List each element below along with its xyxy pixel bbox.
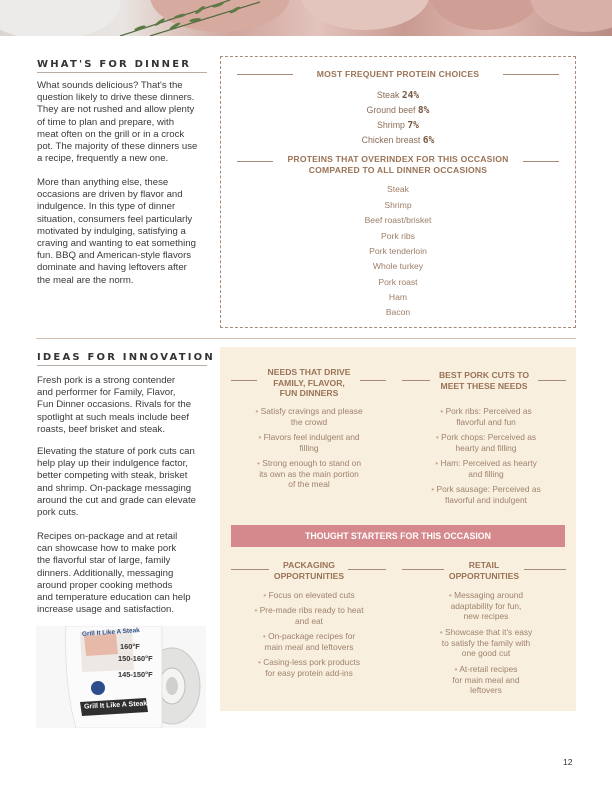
thought-starters-banner: THOUGHT STARTERS FOR THIS OCCASION [231,525,565,547]
roll-label-text: Grill It Like A Steak [81,626,140,639]
ideas-panel [220,347,576,711]
overindex-item: Shrimp [384,200,412,210]
protein-choices-box [220,56,576,328]
roll-bottom-text: Grill It Like A Steak [83,700,148,711]
roll-temp-2: 150-160°F [118,654,153,663]
whats-for-dinner-title: WHAT'S FOR DINNER [37,59,192,70]
packaging-list-item: • Pre-made ribs ready to heat and eat [254,605,364,626]
best-cuts-heading: BEST PORK CUTS TO MEET THESE NEEDS [438,370,530,391]
packaging-heading: PACKAGING OPPORTUNITIES [273,560,345,581]
frequent-protein-row: Ground beef 8% [366,105,430,116]
retail-list-item: • At-retail recipes for main meal and leftovers [452,664,520,696]
packaging-list-item: • On-package recipes for main meal and leftovers [262,631,356,652]
overindex-item: Bacon [385,307,411,317]
best-cuts-list-item: • Pork chops: Perceived as hearty and filling [435,432,537,453]
best-cuts-list-item: • Pork ribs: Perceived as flavorful and fun [440,406,532,427]
hero-banner-image [0,0,612,36]
overindex-item: Ham [388,292,408,302]
needs-list-item: • Strong enough to stand on its own as the main portion of the meal [257,458,361,490]
needs-heading: NEEDS THAT DRIVE FAMILY, FLAVOR, FUN DINNERS [267,367,351,399]
needs-list-item: • Satisfy cravings and please the crowd [255,406,363,427]
grill-label-roll-image [36,626,206,728]
whats-for-dinner-paragraph-2: More than anything else, these occasions are driven by flavor and indulgence. In this type of dinner situation, consumers feel particularly motivated by indulging, satisfying a craving and wanting to eat something fun. BBQ and American-style flavors dominate and having leftovers after the meal are the norm. [37,177,196,286]
most-frequent-heading: MOST FREQUENT PROTEIN CHOICES [316,69,480,79]
ideas-paragraph-3: Recipes on-package and at retail can showcase how to make pork the flavorful star of large, family dinners. Additionally, messaging around proper cooking methods and temperature education can help increase usage and satisfaction. [37,531,191,616]
frequent-protein-row: Shrimp 7% [377,120,419,131]
ideas-title: IDEAS FOR INNOVATION [37,352,215,363]
overindex-item: Pork roast [378,277,418,287]
frequent-protein-row: Steak 24% [376,90,420,101]
title-rule [37,72,207,73]
needs-list-item: • Flavors feel indulgent and filling [258,432,360,453]
ideas-paragraph-1: Fresh pork is a strong contender and performer for Family, Flavor, Fun Dinner occasions. Rivals for the spotlight at such meals include beef roasts, beef brisket and steak. [37,375,192,435]
roll-temp-1: 160°F [120,642,140,651]
page-number: 12 [563,757,573,767]
best-cuts-list-item: • Ham: Perceived as hearty and filling [435,458,537,479]
overindex-heading: PROTEINS THAT OVERINDEX FOR THIS OCCASION COMPARED TO ALL DINNER OCCASIONS [287,154,509,175]
overindex-item: Whole turkey [372,261,424,271]
overindex-item: Beef roast/brisket [364,215,432,225]
section-divider [36,338,576,339]
retail-list-item: • Messaging around adaptability for fun, new recipes [448,590,524,622]
overindex-item: Pork ribs [381,231,415,241]
title-rule [37,365,207,366]
packaging-list-item: • Focus on elevated cuts [263,590,355,600]
overindex-item: Pork tenderloin [369,246,427,256]
best-cuts-list-item: • Pork sausage: Perceived as flavorful and indulgent [431,484,541,505]
ideas-paragraph-2: Elevating the stature of pork cuts can help play up their indulgence factor, better competing with steak, brisket and shrimp. On-package messaging around the cut and grade can elevate pork cuts. [37,446,196,519]
retail-heading: RETAIL OPPORTUNITIES [448,560,520,581]
frequent-protein-row: Chicken breast 6% [361,135,435,146]
overindex-item: Steak [387,184,409,194]
packaging-list-item: • Casing-less pork products for easy protein add-ins [257,657,361,678]
roll-temp-3: 145-150°F [118,670,153,679]
whats-for-dinner-paragraph-1: What sounds delicious? That's the question likely to drive these dinners. They are not rushed and allow plenty of time to plan and prepare, with meat often on the grill or in a crock pot. The majority of these dinners use a recipe, frequently a new one. [37,80,198,165]
retail-list-item: • Showcase that it's easy to satisfy the family with one good cut [439,627,533,659]
